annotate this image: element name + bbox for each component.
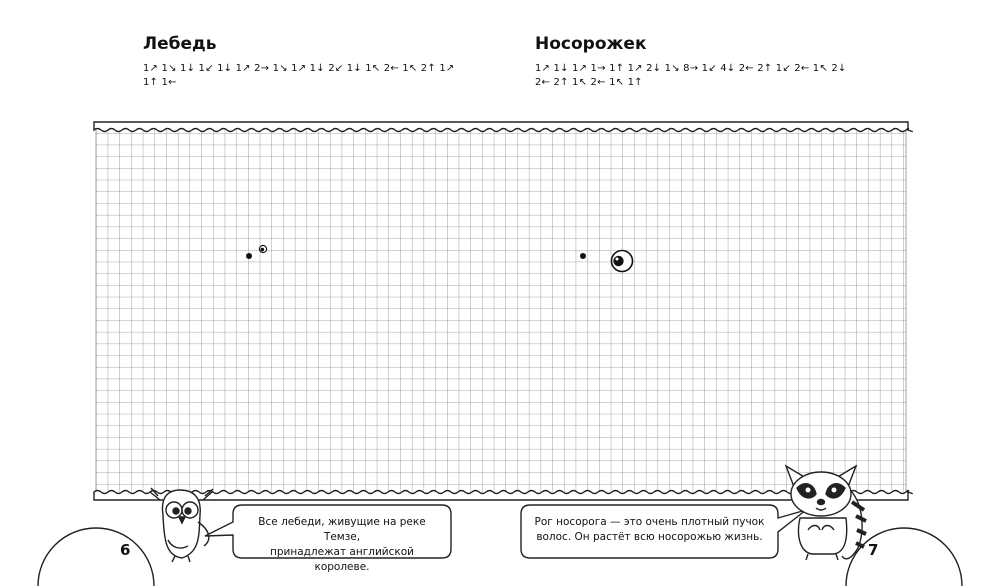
rhino-fact-text xyxy=(521,505,778,558)
rhino-fact-line-1: Рог носорога — это очень плотный пучок xyxy=(534,516,765,528)
graph-paper[interactable] xyxy=(96,130,906,492)
rhino-fact-line-2: волос. Он растёт всю носорожью жизнь. xyxy=(536,531,763,543)
swan-title: Лебедь xyxy=(143,34,217,54)
swan-start-dot[interactable] xyxy=(246,253,252,259)
swan-code-line-1: 1↗ 1↘ 1↓ 1↙ 1↓ 1↗ 2→ 1↘ 1↗ 1↓ 2↙ 1↓ 1↖ 2← 1↖ 2↑ 1↗ xyxy=(143,63,455,74)
page-number-left: 6 xyxy=(120,541,131,559)
page-number-right: 7 xyxy=(868,541,879,559)
rhino-code-line-1: 1↗ 1↓ 1↗ 1→ 1↑ 1↗ 2↓ 1↘ 8→ 1↙ 4↓ 2← 2↑ 1↙ 2← 1↖ 2↓ xyxy=(535,63,847,74)
rhino-title: Носорожек xyxy=(535,34,647,54)
swan-eye-icon xyxy=(259,245,266,252)
rhino-start-dot[interactable] xyxy=(580,253,586,259)
right-page-corner xyxy=(846,528,962,586)
swan-fact-line-2: принадлежат английской королеве. xyxy=(270,546,414,573)
owl-illustration xyxy=(150,488,213,562)
left-page-corner xyxy=(38,528,154,586)
swan-fact-text xyxy=(233,505,451,573)
swan-fact-line-1: Все лебеди, живущие на реке Темзе, xyxy=(258,516,426,543)
swan-code-line-2: 1↑ 1← xyxy=(143,77,177,88)
rhino-code-line-2: 2← 2↑ 1↖ 2← 1↖ 1↑ xyxy=(535,77,643,88)
rhino-eye-icon xyxy=(612,251,633,272)
